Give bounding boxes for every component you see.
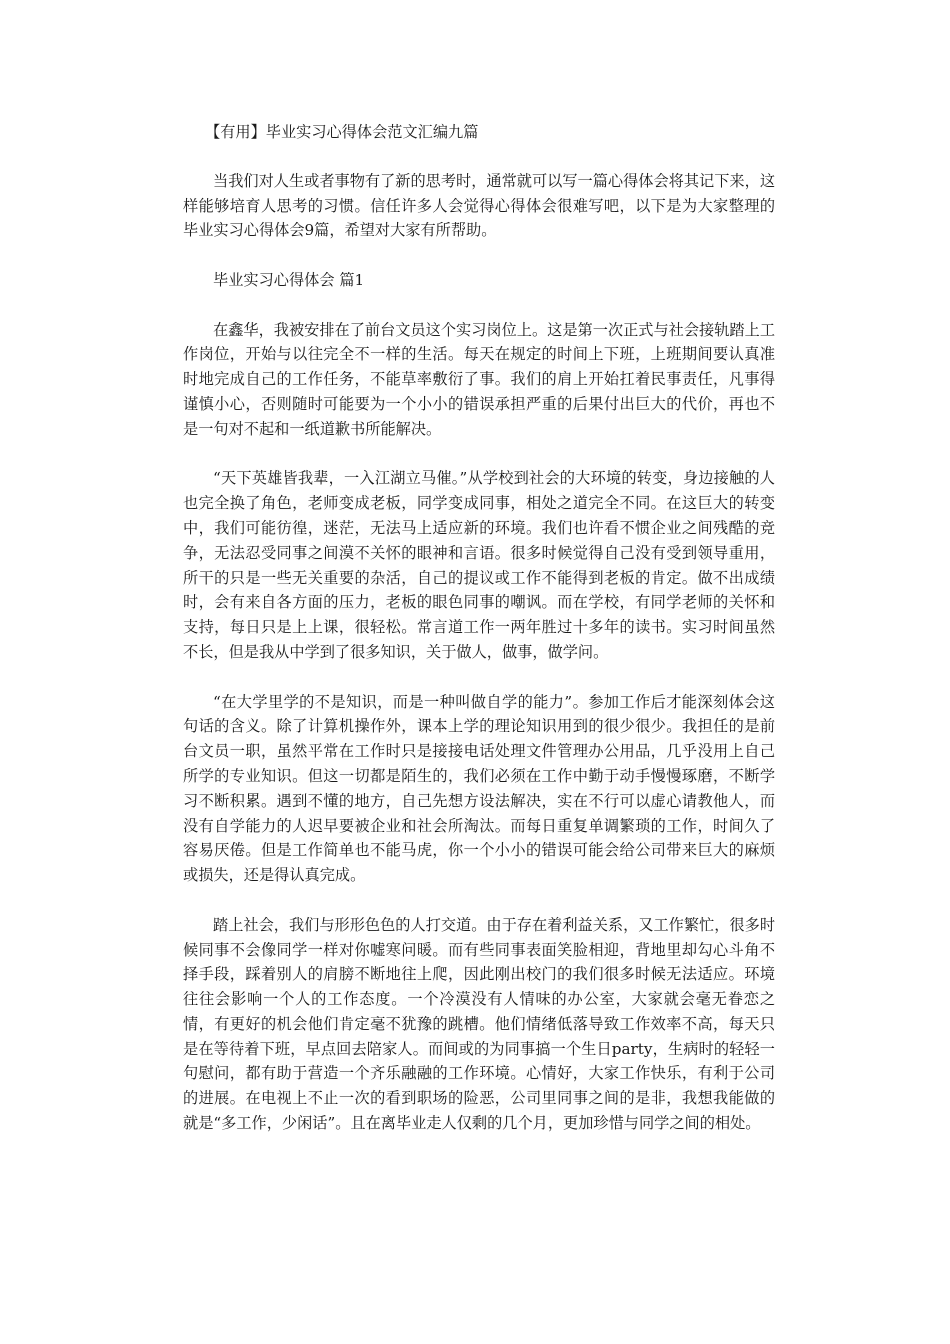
section-heading: 毕业实习心得体会 篇1 (213, 270, 365, 289)
body-paragraph: 踏上社会，我们与形形色色的人打交道。由于存在着利益关系，又工作繁忙，很多时候同事不会像同学一样对你嘘寒问暖。而有些同事表面笑脸相迎，背地里却勾心斗角不择手段，踩着别人的肩膀不断地往上爬，因此刚出校门的我们很多时候无法适应。环境往往会影响一个人的工作态度。一个冷漠没有人情味的办公室，大家就会毫无眷恋之情，有更好的机会他们肯定毫不犹豫的跳槽。他们情绪低落导致工作效率不高，每天只是在等待着下班，早点回去陪家人。而间或的为同事搞一个生日party，生病时的轻轻一句慰问，都有助于营造一个齐乐融融的工作环境。心情好，大家工作快乐，有利于公司的进展。在电视上不止一次的看到职场的险恶，公司里同事之间的是非，我想我能做的就是“多工作，少闲话”。且在离毕业走人仅剩的几个月，更加珍惜与同学之间的相处。 (183, 915, 775, 1133)
body-paragraph: “天下英雄皆我辈，一入江湖立马催。”从学校到社会的大环境的转变，身边接触的人也完全换了角色，老师变成老板，同学变成同事，相处之道完全不同。在这巨大的转变中，我们可能彷徨，迷茫，无法马上适应新的环境。我们也许看不惯企业之间残酷的竞争，无法忍受同事之间漠不关怀的眼神和言语。很多时候觉得自己没有受到领导重用，所干的只是一些无关重要的杂活，自己的提议或工作不能得到老板的肯定。做不出成绩时，会有来自各方面的压力，老板的眼色同事的嘲讽。而在学校，有同学老师的关怀和支持，每日只是上上课，很轻松。常言道工作一两年胜过十多年的读书。实习时间虽然不长，但是我从中学到了很多知识，关于做人，做事，做学问。 (183, 469, 775, 661)
document-page (183, 120, 775, 1161)
document-title: 【有用】毕业实习心得体会范文汇编九篇 (205, 123, 479, 141)
body-paragraph: “在大学里学的不是知识，而是一种叫做自学的能力”。参加工作后才能深刻体会这句话的含义。除了计算机操作外，课本上学的理论知识用到的很少很少。我担任的是前台文员一职，虽然平常在工作时只是接接电话处理文件管理办公用品，几乎没用上自己所学的专业知识。但这一切都是陌生的，我们必须在工作中勤于动手慢慢琢磨，不断学习不断积累。遇到不懂的地方，自己先想方设法解决，实在不行可以虚心请教他人，而没有自学能力的人迟早要被企业和社会所淘汰。而每日重复单调繁琐的工作，时间久了容易厌倦。但是工作简单也不能马虎，你一个小小的错误可能会给公司带来巨大的麻烦或损失，还是得认真完成。 (183, 692, 775, 885)
body-paragraph: 在鑫华，我被安排在了前台文员这个实习岗位上。这是第一次正式与社会接轨踏上工作岗位，开始与以往完全不一样的生活。每天在规定的时间上下班，上班期间要认真准时地完成自己的工作任务，不能草率敷衍了事。我们的肩上开始扛着民事责任，凡事得谨慎小心，否则随时可能要为一个小小的错误承担严重的后果付出巨大的代价，再也不是一句对不起和一纸道歉书所能解决。 (183, 320, 775, 438)
intro-paragraph: 当我们对人生或者事物有了新的思考时，通常就可以写一篇心得体会将其记下来，这样能够培育人思考的习惯。信任许多人会觉得心得体会很难写吧，以下是为大家整理的毕业实习心得体会9篇，希望对大家有所帮助。 (183, 171, 775, 240)
